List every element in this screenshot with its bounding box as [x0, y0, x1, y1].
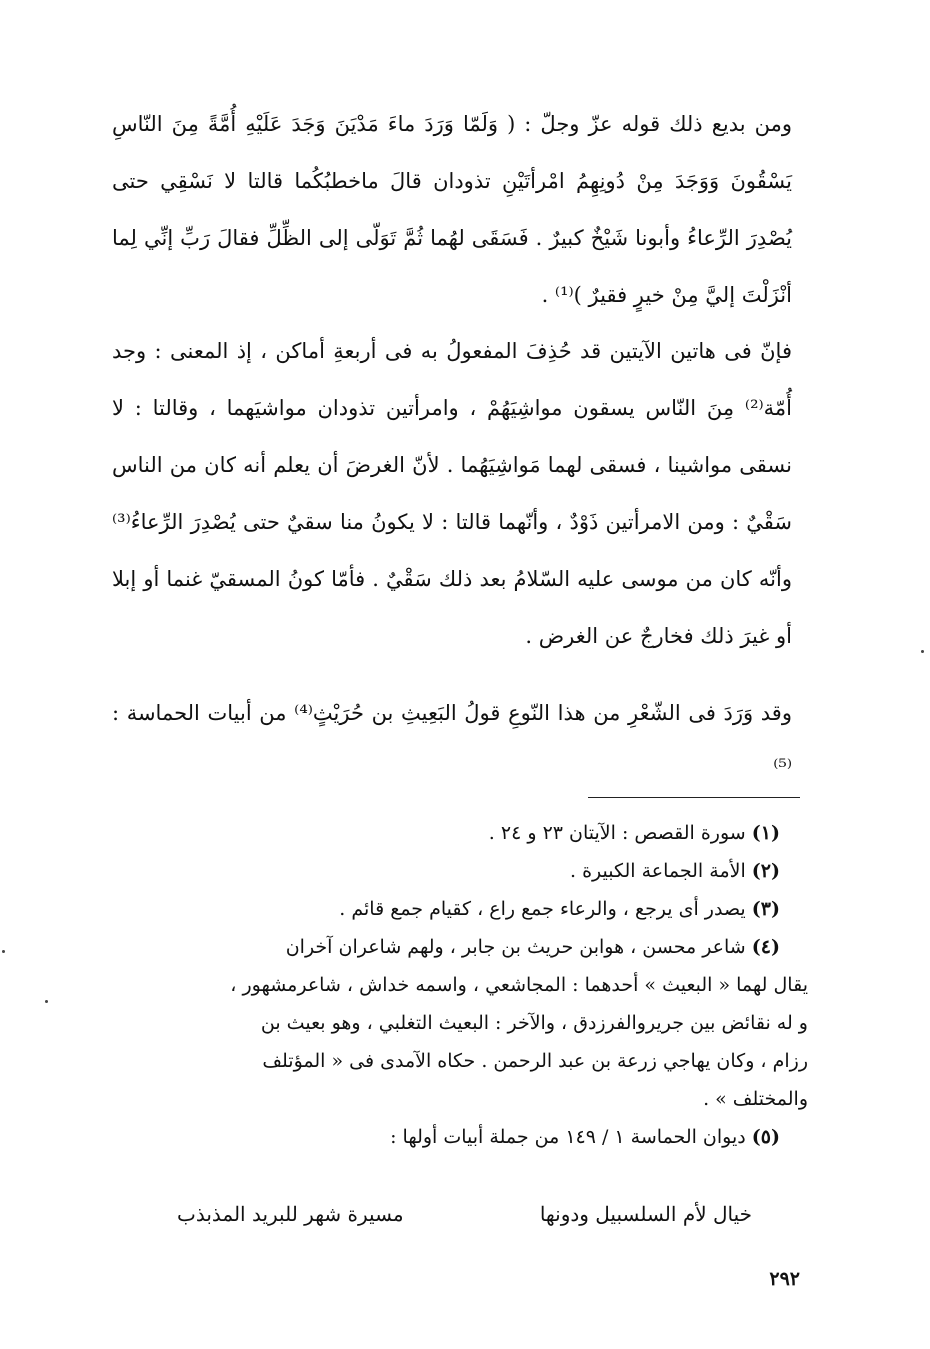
- footnote-text: يصدر أى يرجع ، والرعاء جمع راع ، كقيام جمع قائم .: [339, 898, 746, 920]
- footnote-text: سورة القصص : الآيتان ٢٣ و ٢٤ .: [488, 822, 746, 844]
- footnote-3: [115, 890, 780, 928]
- scan-speck: [2, 950, 5, 953]
- footnote-1: [115, 814, 780, 852]
- footnote-number: (١): [751, 822, 780, 844]
- footnote-text: الأمة الجماعة الكبيرة .: [570, 860, 746, 882]
- verse-first-hemistich: خيال لأم السلسبيل ودونها: [539, 1202, 752, 1226]
- paragraph-poetry-intro: وقد وَرَدَ فى الشّعْرِ من هذا النّوعِ قولُ البَعِيثِ بن حُرَيْثٍ⁽⁴⁾ من أبيات الحماسة :⁽⁵⁾: [112, 701, 792, 779]
- footnote-text: شاعر محسن ، هوابن حريث بن جابر ، ولهم شاعران آخران: [285, 936, 746, 958]
- footnote-4-line-5: والمختلف » .: [703, 1088, 808, 1110]
- footnote-4: [115, 928, 780, 966]
- page-number: ٢٩٢: [769, 1268, 800, 1290]
- footnote-text: ديوان الحماسة ١ / ١٤٩ من جملة أبيات أولها :: [390, 1126, 746, 1148]
- verse-second-hemistich: مسيرة شهر للبريد المذبذب: [177, 1202, 404, 1226]
- footnote-5: [115, 1118, 780, 1156]
- paragraph-explanation: فإنّ فى هاتين الآيتين قد حُذِفَ المفعولُ به فى أربعةِ أماكن ، إذ المعنى : وجد أُمّة⁽²⁾ مِنَ النّاس يسقون مواشِيَهُمْ ، وامرأتين تذودان مواشيَهما ، وقالتا : لا نسقى مواشينا ، فسقى لهما مَواشِيَهُما . لأنّ الغرضَ أن يعلم أنه كان من الناس سَقْيٌ : ومن الامرأتين ذَوْدٌ ، وأنّهما قالتا : لا يكونُ منا سقيٌ حتى يُصْدِرَ الرِّعاءُ⁽³⁾ وأنّه كان من موسى عليه السّلامُ بعد ذلك سَقْيٌ . فأمّا كونُ المسقيّ غنما أو إبلا أو غيرَ ذلك فخارجٌ عن الغرض .: [112, 339, 792, 648]
- footnote-divider: [588, 797, 800, 798]
- footnote-4-line-4: رزام ، وكان يهاجي زرعة بن عبد الرحمن . حكاه الآمدى فى « المؤتلف: [262, 1050, 808, 1072]
- scan-speck: [45, 1000, 48, 1003]
- scan-speck: [921, 650, 924, 653]
- footnotes: [115, 814, 808, 1156]
- footnote-number: (٥): [751, 1126, 780, 1148]
- paragraph-quran-verse: ومن بديع ذلك قوله عزّ وجلّ : ( وَلَمّا وَرَدَ ماءَ مَدْيَنَ وَجَدَ عَلَيْهِ أُمَّةً مِنَ النّاسِ يَسْقُونَ وَوَجَدَ مِنْ دُونِهِمُ امْرأتَيْنِ تذودان قالَ ماخطبُكُما قالتا لا نَسْقِي حتى يُصْدِرَ الرِّعاءُ وأبونا شَيْخٌ كبيرٌ . فَسَقَى لهُما ثُمَّ تَوَلّى إلى الظِّلِّ فقالَ رَبِّ إنِّي لِما أنْزَلْتَ إليَّ مِنْ خيرٍ فقيرٌ )⁽¹⁾ .: [112, 112, 792, 307]
- footnote-number: (٢): [751, 860, 780, 882]
- footnote-4-line-3: و له نقائض بين جريروالفرزدق ، والآخر : البعيث التغلبي ، وهو بعيث بن: [260, 1012, 808, 1034]
- poetry-verse: [177, 1202, 752, 1226]
- footnote-number: (٤): [751, 936, 780, 958]
- footnote-4-line-2: يقال لهما « البعيث » أحدهما : المجاشعي ، واسمه خداش ، شاعرمشهور ،: [230, 974, 808, 996]
- footnote-number: (٣): [751, 898, 780, 920]
- footnote-2: [115, 852, 780, 890]
